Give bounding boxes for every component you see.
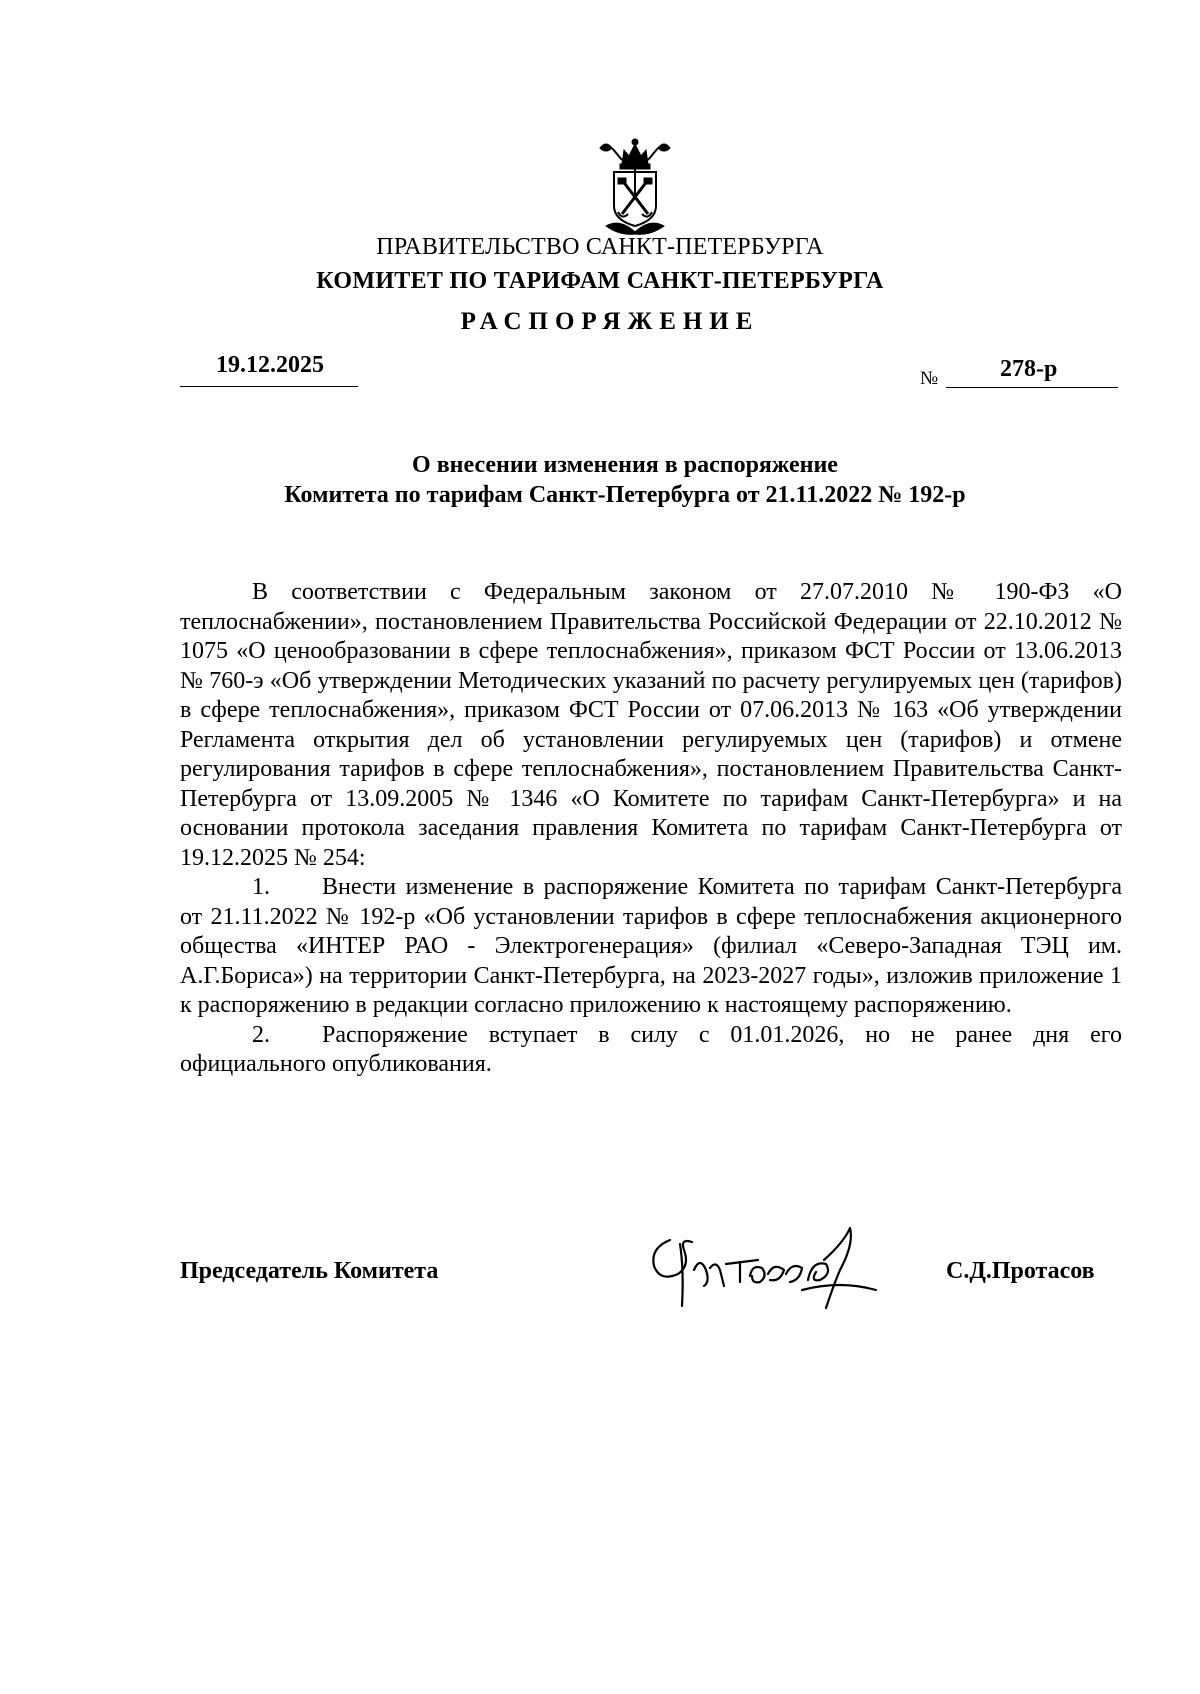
list-item: [180, 1021, 1122, 1080]
subject-line-1: О внесении изменения в распоряжение: [412, 452, 838, 478]
item-number: 2.: [252, 1021, 270, 1048]
item-text: Распоряжение вступает в силу с 01.01.2026, но не ранее дня его официального опубликования.: [180, 1021, 1122, 1077]
document-number: 278-р: [1000, 356, 1058, 382]
document-date: 19.12.2025: [216, 352, 324, 378]
list-item: [180, 873, 1122, 1021]
document-body: [180, 578, 1122, 1080]
number-underline: [946, 387, 1118, 388]
handwritten-signature: [640, 1220, 890, 1320]
preamble-paragraph: В соответствии с Федеральным законом от 27.07.2010 № 190-ФЗ «О теплоснабжении», постановлением Правительства Российской Федерации от 22.10.2012 № 1075 «О ценообразовании в сфере теплоснабжения», приказом ФСТ России от 13.06.2013 № 760-э «Об утверждении Методических указаний по расчету регулируемых цен (тарифов) в сфере теплоснабжения», приказом ФСТ России от 07.06.2013 № 163 «Об утверждении Регламента открытия дел об установлении регулируемых цен (тарифов) и отмене регулирования тарифов в сфере теплоснабжения», постановлением Правительства Санкт-Петербурга от 13.09.2005 № 1346 «О Комитете по тарифам Санкт-Петербурга» и на основании протокола заседания правления Комитета по тарифам Санкт-Петербурга от 19.12.2025 № 254:: [180, 579, 1122, 871]
number-sign: №: [920, 368, 939, 389]
subject-line-2: Комитета по тарифам Санкт-Петербурга от 21.11.2022 № 192-р: [284, 482, 966, 508]
signatory-title: Председатель Комитета: [180, 1258, 439, 1284]
document-type: РАСПОРЯЖЕНИЕ: [460, 308, 760, 335]
government-name: ПРАВИТЕЛЬСТВО САНКТ-ПЕТЕРБУРГА: [376, 234, 824, 260]
signatory-name: С.Д.Протасов: [946, 1258, 1095, 1284]
coat-of-arms-emblem: [596, 136, 674, 236]
date-underline: [180, 386, 358, 387]
item-text: Внести изменение в распоряжение Комитета по тарифам Санкт-Петербурга от 21.11.2022 № 192-р «Об установлении тарифов в сфере теплоснабжения акционерного общества «ИНТЕР РАО - Электрогенерация» (филиал «Северо-Западная ТЭЦ им. А.Г.Бориса») на территории Санкт-Петербурга, на 2023-2027 годы», изложив приложение 1 к распоряжению в редакции согласно приложению к настоящему распоряжению.: [180, 874, 1122, 1018]
item-number: 1.: [252, 874, 270, 900]
committee-name: КОМИТЕТ ПО ТАРИФАМ САНКТ-ПЕТЕРБУРГА: [316, 268, 884, 294]
